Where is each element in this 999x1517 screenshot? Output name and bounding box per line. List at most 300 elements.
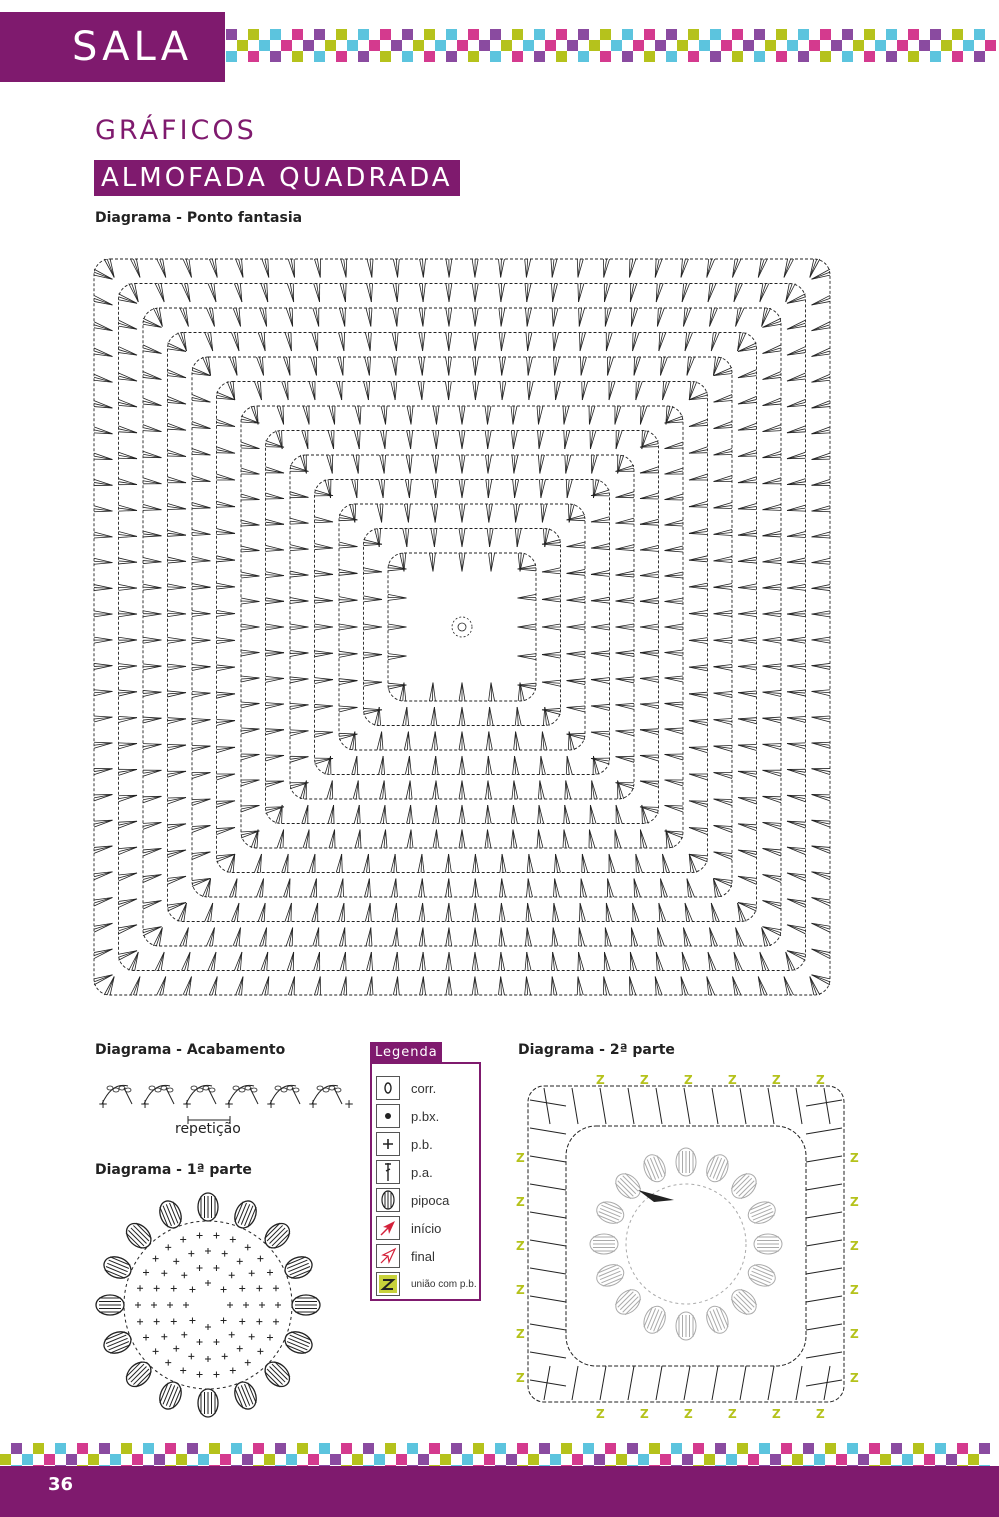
checker-square [281,51,292,62]
svg-text:Z: Z [850,1195,859,1209]
acabamento-label: Diagrama - Acabamento [95,1042,286,1058]
checker-square [737,1443,748,1454]
plus-icon [376,1132,400,1156]
checker-square [506,1454,517,1465]
checker-square [941,40,952,51]
checker-square [341,1454,352,1465]
checker-square [429,1454,440,1465]
checker-square [781,1443,792,1454]
checker-square [77,1443,88,1454]
checker-square [985,29,996,40]
checker-square [897,29,908,40]
checker-square [424,29,435,40]
checker-square [968,1443,979,1454]
checker-square [814,1443,825,1454]
checker-square [495,1454,506,1465]
checker-square [418,1454,429,1465]
checker-square [754,51,765,62]
repeticao-label: repetição [175,1121,241,1137]
svg-text:Z: Z [516,1283,525,1297]
checker-square [765,29,776,40]
checker-square [374,1443,385,1454]
checker-square [413,29,424,40]
checker-square [842,40,853,51]
checker-square [374,1454,385,1465]
checker-square [622,29,633,40]
checker-square [253,1454,264,1465]
checker-square [259,51,270,62]
checker-square [616,1443,627,1454]
svg-text:Z: Z [684,1073,693,1087]
checker-square [270,40,281,51]
svg-text:Z: Z [516,1327,525,1341]
checker-square [957,1454,968,1465]
checker-square [440,1454,451,1465]
checker-square [539,1454,550,1465]
checker-square [534,29,545,40]
svg-text:Z: Z [640,1407,649,1421]
checker-square [847,1443,858,1454]
checker-square [776,40,787,51]
checker-square [187,1443,198,1454]
chain-oval-icon [376,1076,400,1100]
checker-square [259,29,270,40]
checker-square [715,1443,726,1454]
checker-square [292,29,303,40]
checker-square [924,1454,935,1465]
checker-square [121,1454,132,1465]
checker-square [99,1454,110,1465]
checker-square [22,1443,33,1454]
checker-square [55,1443,66,1454]
checker-square [352,1454,363,1465]
checker-square [765,40,776,51]
checker-square [66,1454,77,1465]
checker-square [814,1454,825,1465]
checker-square [886,51,897,62]
checker-square [424,51,435,62]
checker-square [578,40,589,51]
checker-square [759,1454,770,1465]
checker-square [369,51,380,62]
checker-square [391,51,402,62]
checker-square [281,40,292,51]
checker-square [501,51,512,62]
checker-square [154,1454,165,1465]
checker-square [649,1443,660,1454]
checker-square [545,40,556,51]
checker-square [622,51,633,62]
legend [370,1042,481,1301]
checker-square [523,29,534,40]
checker-square [314,40,325,51]
checker-square [847,1454,858,1465]
checker-square [792,1443,803,1454]
checker-square [985,40,996,51]
checker-square [407,1443,418,1454]
checker-square [754,40,765,51]
checker-square [930,29,941,40]
checker-square [132,1454,143,1465]
checker-square [578,29,589,40]
checker-square [512,40,523,51]
checker-square [952,40,963,51]
checker-square [110,1443,121,1454]
checker-square [616,1454,627,1465]
checker-square [325,29,336,40]
segunda-parte-diagram [514,1070,862,1422]
section-tab [0,12,225,82]
checker-square [358,40,369,51]
checker-square [979,1443,990,1454]
checker-square [902,1454,913,1465]
checker-square [556,29,567,40]
checker-square [600,29,611,40]
checker-square [380,29,391,40]
checker-square [512,51,523,62]
checker-square [787,29,798,40]
checker-square [550,1454,561,1465]
checker-square [226,40,237,51]
checker-square [842,29,853,40]
checker-square [985,51,996,62]
checker-square [402,29,413,40]
checker-square [435,29,446,40]
checker-square [358,51,369,62]
svg-text:Z: Z [850,1283,859,1297]
checker-square [237,29,248,40]
checker-square [880,1443,891,1454]
checker-square [671,1443,682,1454]
checker-square [275,1443,286,1454]
checker-square [528,1454,539,1465]
checker-square [710,51,721,62]
checker-square [831,40,842,51]
checker-square [677,51,688,62]
checker-square [523,51,534,62]
checker-square [550,1443,561,1454]
checker-square [556,40,567,51]
part1-label: Diagrama - 1ª parte [95,1162,252,1178]
checker-square [963,29,974,40]
checker-square [567,29,578,40]
checker-square [743,40,754,51]
checker-square [391,29,402,40]
checker-square [88,1454,99,1465]
checker-square [270,29,281,40]
checker-square [66,1443,77,1454]
checker-square [583,1454,594,1465]
checker-square [457,51,468,62]
checker-square [132,1443,143,1454]
svg-text:+: + [224,1097,235,1111]
checker-square [594,1454,605,1465]
checker-square [429,1443,440,1454]
checker-square [330,1443,341,1454]
svg-text:Z: Z [516,1195,525,1209]
checker-square [539,1443,550,1454]
checker-square [286,1454,297,1465]
checker-square [468,29,479,40]
legend-item: p.a. [376,1160,433,1184]
checker-square [974,29,985,40]
checker-square [44,1443,55,1454]
svg-text:+: + [182,1097,193,1111]
checker-square [924,1443,935,1454]
checker-square [946,1443,957,1454]
svg-text:+: + [98,1097,109,1111]
checker-square [391,40,402,51]
checker-square [308,1443,319,1454]
checker-square [501,40,512,51]
checker-square [732,51,743,62]
checker-square [33,1454,44,1465]
checker-square [880,1454,891,1465]
checker-square [281,29,292,40]
checker-square [721,51,732,62]
checker-square [396,1443,407,1454]
checker-square [897,51,908,62]
checker-square [187,1454,198,1465]
checker-square [347,29,358,40]
checker-square [891,1454,902,1465]
legend-title: Legenda [370,1042,442,1062]
checker-square [512,29,523,40]
checker-square [605,1443,616,1454]
checker-square [655,40,666,51]
checker-square [517,1443,528,1454]
checker-square [858,1443,869,1454]
checker-square [336,40,347,51]
checker-square [682,1454,693,1465]
checker-square [242,1454,253,1465]
svg-text:+: + [266,1097,277,1111]
checker-square [561,1443,572,1454]
checker-square [743,29,754,40]
section-title: SALA [72,24,193,70]
checker-square [473,1443,484,1454]
checker-square [567,40,578,51]
checker-square [732,40,743,51]
checker-square [435,51,446,62]
checker-square [369,40,380,51]
checker-square [517,1454,528,1465]
checker-square [468,40,479,51]
checker-square [858,1454,869,1465]
checker-square [644,40,655,51]
checker-square [303,51,314,62]
checker-square [869,1443,880,1454]
checker-square [336,51,347,62]
checker-square [363,1443,374,1454]
join-z-icon [376,1272,400,1296]
checker-square [908,40,919,51]
svg-text:Z: Z [772,1407,781,1421]
checker-square [864,29,875,40]
checker-square [358,29,369,40]
checker-square [402,40,413,51]
checker-square [325,40,336,51]
checker-square [776,29,787,40]
checker-square [644,29,655,40]
checker-square [710,40,721,51]
checker-square [930,40,941,51]
checker-square [237,51,248,62]
checker-square [759,1443,770,1454]
legend-item: união com p.b. [376,1272,477,1296]
legend-item: corr. [376,1076,436,1100]
checker-square [974,51,985,62]
checker-square [836,1443,847,1454]
checker-square [919,29,930,40]
checker-square [721,40,732,51]
checker-square [380,40,391,51]
checker-square [264,1443,275,1454]
checker-square [677,29,688,40]
checker-square [979,1454,990,1465]
checker-square [292,51,303,62]
checker-square [468,51,479,62]
checker-square [748,1443,759,1454]
checker-square [699,29,710,40]
checker-square [633,40,644,51]
checker-square [886,29,897,40]
svg-text:Z: Z [850,1371,859,1385]
checker-square [154,1443,165,1454]
checker-square [226,29,237,40]
checker-square [484,1454,495,1465]
checker-square [462,1454,473,1465]
checker-square [886,40,897,51]
checker-square [226,51,237,62]
svg-text:Z: Z [850,1151,859,1165]
checker-square [704,1454,715,1465]
checker-square [930,51,941,62]
checker-square [275,1454,286,1465]
checker-square [611,40,622,51]
checker-square [644,51,655,62]
checker-square [259,40,270,51]
pattern-title: ALMOFADA QUADRADA [94,160,460,196]
checker-square [578,51,589,62]
checker-square [22,1454,33,1465]
checker-square [638,1454,649,1465]
checker-square [809,29,820,40]
checker-square [792,1454,803,1465]
checker-square [572,1454,583,1465]
checker-square [908,29,919,40]
checker-square [902,1443,913,1454]
checker-square [831,51,842,62]
checker-square [286,1443,297,1454]
checker-square [347,51,358,62]
checker-square [440,1443,451,1454]
svg-text:Z: Z [850,1239,859,1253]
svg-text:Z: Z [816,1073,825,1087]
checker-square [446,51,457,62]
checker-square [963,40,974,51]
checker-square [446,40,457,51]
checker-square [688,40,699,51]
checker-square [754,29,765,40]
checker-square [864,40,875,51]
checker-square [787,51,798,62]
checker-square [941,51,952,62]
checker-square [660,1443,671,1454]
svg-text:Z: Z [516,1371,525,1385]
checker-square [974,40,985,51]
checker-square [803,1443,814,1454]
checker-square [611,29,622,40]
checker-square [385,1454,396,1465]
checker-square [825,1443,836,1454]
checker-square [572,1443,583,1454]
checker-square [55,1454,66,1465]
checker-square [809,51,820,62]
checker-square [292,40,303,51]
checker-square [479,29,490,40]
checker-square [413,40,424,51]
checker-square [908,51,919,62]
checker-square [506,1443,517,1454]
checker-square [935,1454,946,1465]
svg-text:Z: Z [772,1073,781,1087]
checker-square [319,1454,330,1465]
checker-square [99,1443,110,1454]
checker-square [836,1454,847,1465]
checker-square [803,1454,814,1465]
checker-square [820,51,831,62]
checker-square [671,1454,682,1465]
checker-square [913,1443,924,1454]
checker-square [490,40,501,51]
checker-square [446,29,457,40]
checker-square [248,51,259,62]
svg-text:Z: Z [728,1073,737,1087]
checker-square [88,1443,99,1454]
checker-square [627,1454,638,1465]
legend-item: início [376,1216,441,1240]
checker-square [589,29,600,40]
checker-square [825,1454,836,1465]
checker-square [946,1454,957,1465]
checker-square [726,1454,737,1465]
checker-square [891,1443,902,1454]
checker-square [413,51,424,62]
svg-text:+: + [140,1097,151,1111]
checker-square [303,40,314,51]
checker-square [484,1443,495,1454]
checker-square [424,40,435,51]
checker-square [143,1454,154,1465]
checker-square [396,1454,407,1465]
checker-square [451,1454,462,1465]
checker-square [853,51,864,62]
checker-square [336,29,347,40]
checker-square [589,40,600,51]
checker-square [303,29,314,40]
svg-text:Z: Z [684,1407,693,1421]
checker-square [220,1454,231,1465]
checker-square [110,1454,121,1465]
checker-square [248,29,259,40]
checker-square [798,29,809,40]
checker-square [33,1443,44,1454]
checker-square [253,1443,264,1454]
checker-square [11,1443,22,1454]
checker-square [363,1454,374,1465]
checker-square [270,51,281,62]
